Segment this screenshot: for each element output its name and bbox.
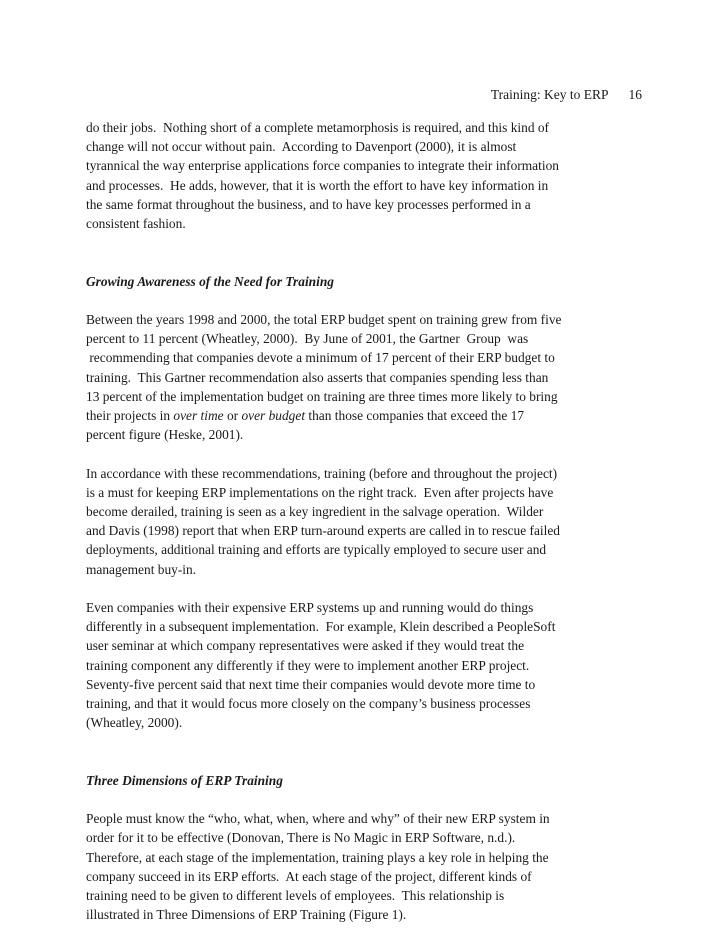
text-line: become derailed, training is seen as a key ingredient in the salvage operation. Wilder (86, 504, 544, 520)
running-title: Training: Key to ERP (490, 87, 609, 102)
text-line: change will not occur without pain. According to Davenport (2000), it is almost (86, 139, 517, 155)
text-line: People must know the “who, what, when, where and why” of their new ERP system in (86, 811, 550, 827)
text-line: illustrated in Three Dimensions of ERP Training (Figure 1). (86, 907, 407, 923)
text-line: In accordance with these recommendations, training (before and throughout the project) (86, 465, 558, 481)
text-line: Even companies with their expensive ERP systems up and running would do things (86, 600, 534, 616)
text-line: training component any differently if they were to implement another ERP project. (86, 657, 530, 673)
text-line: Between the years 1998 and 2000, the total ERP budget spent on training grew from five (86, 312, 562, 327)
intro-paragraph (86, 118, 646, 233)
text-line: percent figure (Heske, 2001). (86, 427, 244, 443)
awareness-paragraph-3 (86, 598, 646, 732)
text-line: training. This Gartner recommendation also asserts that companies spending less than (86, 369, 549, 385)
text-line: company succeed in its ERP efforts. At each stage of the project, different kinds of (86, 868, 532, 884)
dimensions-paragraph-1 (86, 809, 646, 924)
text-line: recommending that companies devote a minimum of 17 percent of their ERP budget to (86, 350, 555, 366)
awareness-paragraph-1 (86, 310, 646, 444)
running-header (86, 86, 642, 104)
text-line: deployments, additional training and efforts are typically employed to secure user and (86, 542, 547, 558)
section-spacer (86, 233, 646, 271)
text-line: 13 percent of the implementation budget on training are three times more likely to bring (86, 388, 558, 404)
text-line: Seventy-five percent said that next time their companies would devote more time to (86, 676, 536, 692)
text-line: management buy-in. (86, 561, 197, 577)
paragraph-spacer (86, 291, 646, 310)
text-line: tyrannical the way enterprise applications force companies to integrate their information (86, 158, 559, 174)
text-line: training need to be given to different levels of employees. This relationship is (86, 888, 505, 904)
body-text (86, 118, 646, 924)
text-line: (Wheatley, 2000). (86, 715, 183, 731)
text-run: than those companies that exceed the 17 (305, 408, 525, 424)
emphasis-over-budget: over budget (241, 408, 306, 424)
text-line: and processes. He adds, however, that it is worth the effort to have key information in (86, 177, 549, 193)
text-line: Therefore, at each stage of the implementation, training plays a key role in helping the (86, 849, 549, 865)
text-line: and Davis (1998) report that when ERP turn-around experts are called in to rescue failed (86, 523, 560, 539)
emphasis-over-time: over time (173, 408, 224, 424)
text-line: do their jobs. Nothing short of a complete metamorphosis is required, and this kind of (86, 120, 550, 135)
text-line: the same format throughout the business, and to have key processes performed in a (86, 196, 531, 212)
section-heading-dimensions: Three Dimensions of ERP Training (86, 772, 283, 788)
paragraph-spacer (86, 579, 646, 598)
section-spacer (86, 732, 646, 770)
section-heading-awareness: Growing Awareness of the Need for Training (86, 273, 334, 289)
text-line: user seminar at which company representatives were asked if they would treat the (86, 638, 525, 654)
awareness-paragraph-2 (86, 464, 646, 579)
page-number: 16 (628, 87, 642, 102)
text-line (86, 406, 646, 425)
text-run: their projects in (86, 408, 174, 424)
text-line: differently in a subsequent implementation. For example, Klein described a PeopleSoft (86, 619, 556, 635)
paragraph-spacer (86, 790, 646, 809)
text-line: training, and that it would focus more closely on the company’s business processes (86, 696, 531, 712)
text-line: consistent fashion. (86, 216, 186, 232)
text-line: percent to 11 percent (Wheatley, 2000). By June of 2001, the Gartner Group was (86, 331, 529, 347)
paragraph-spacer (86, 444, 646, 463)
text-run: or (223, 408, 242, 424)
text-line: is a must for keeping ERP implementations on the right track. Even after projects have (86, 484, 554, 500)
text-line: order for it to be effective (Donovan, There is No Magic in ERP Software, n.d.). (86, 830, 516, 846)
